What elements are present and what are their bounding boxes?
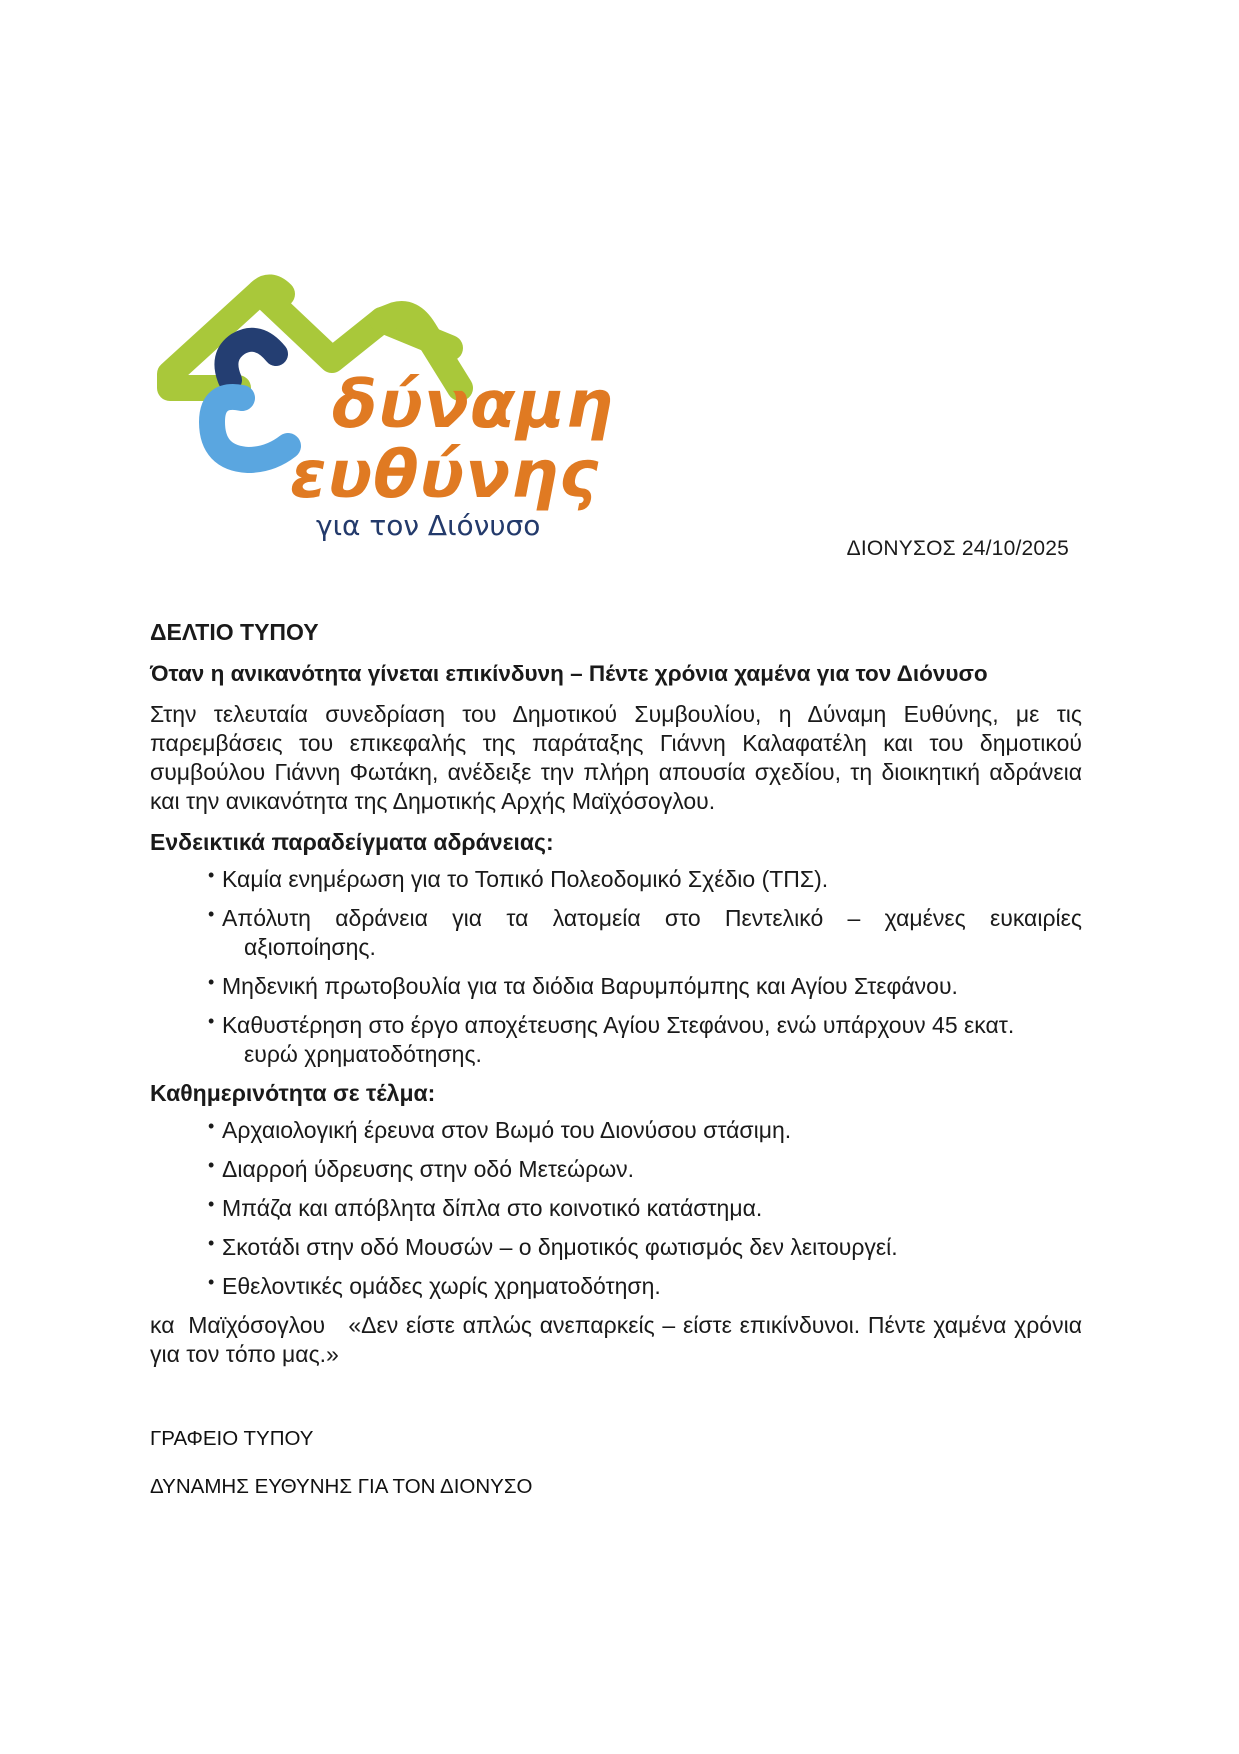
logo-tagline: για τον Διόνυσο	[316, 509, 541, 542]
closing-quote: «Δεν είστε απλώς ανεπαρκείς – είστε επικίνδυνοι. Πέντε χαμένα χρόνια για τον τόπο μας.»	[150, 1312, 1082, 1367]
intro-paragraph: Στην τελευταία συνεδρίαση του Δημοτικού Συμβουλίου, η Δύναμη Ευθύνης, με τις παρεμβάσεις του επικεφαλής της παράταξης Γιάννη Καλαφατέλη και του δημοτικού συμβούλου Γιάννη Φωτάκη, ανέδειξε την πλήρη απουσία σχεδίου, τη διοικητική αδράνεια και την ανικανότητα της Δημοτικής Αρχής Μαϊχόσογλου.	[150, 701, 1082, 814]
place-date: ΔΙΟΝΥΣΟΣ 24/10/2025	[846, 537, 1069, 560]
bullet-icon: •	[208, 1011, 215, 1031]
list-item	[208, 1011, 1082, 1069]
list-item-text-continued: αξιοποίησης.	[244, 934, 376, 960]
bullet-icon: •	[208, 865, 215, 885]
bullet-icon: •	[208, 1272, 215, 1292]
epsilon-dark-icon	[226, 340, 276, 380]
bullet-icon: •	[208, 1233, 215, 1253]
list-item-text: Αρχαιολογική έρευνα στον Βωμό του Διονύσου στάσιμη.	[222, 1117, 792, 1143]
bullet-icon: •	[208, 1116, 215, 1136]
press-office-label: ΓΡΑΦΕΙΟ ΤΥΠΟΥ	[150, 1427, 314, 1450]
list-item	[208, 972, 1082, 1001]
bullet-icon: •	[208, 972, 215, 992]
document-type-label: ΔΕΛΤΙΟ ΤΥΠΟΥ	[150, 619, 319, 645]
logo-word-dynami: δύναμη	[332, 366, 614, 443]
document-body	[150, 618, 1082, 1369]
list-item-text: Διαρροή ύδρευσης στην οδό Μετεώρων.	[222, 1156, 635, 1182]
section-heading-inaction: Ενδεικτικά παραδείγματα αδράνειας:	[150, 829, 554, 855]
daily-life-list	[150, 1116, 1082, 1301]
list-item-text: Καθυστέρηση στο έργο αποχέτευσης Αγίου Στεφάνου, ενώ υπάρχουν 45 εκατ.	[222, 1012, 1015, 1038]
closing-statement	[150, 1311, 1082, 1369]
list-item-text: Απόλυτη αδράνεια για τα λατομεία στο Πεντελικό – χαμένες ευκαιρίες	[222, 905, 1082, 931]
logo-word-efthynis: ευθύνης	[290, 436, 600, 513]
list-item-text: Καμία ενημέρωση για το Τοπικό Πολεοδομικό Σχέδιο (ΤΠΣ).	[222, 866, 829, 892]
list-item-text-continued: ευρώ χρηματοδότησης.	[244, 1041, 482, 1067]
signature-block	[150, 1426, 532, 1522]
list-item	[208, 1272, 1082, 1301]
list-item-text: Μπάζα και απόβλητα δίπλα στο κοινοτικό κατάστημα.	[222, 1195, 763, 1221]
section-heading-daily-life: Καθημερινότητα σε τέλμα:	[150, 1080, 436, 1106]
list-item-text: Μηδενική πρωτοβουλία για τα διόδια Βαρυμπόμπης και Αγίου Στεφάνου.	[222, 973, 958, 999]
organization-name: ΔΥΝΑΜΗΣ ΕΥΘΥΝΗΣ ΓΙΑ ΤΟΝ ΔΙΟΝΥΣΟ	[150, 1475, 533, 1498]
party-logo	[150, 270, 630, 550]
list-item	[208, 904, 1082, 962]
bullet-icon: •	[208, 1155, 215, 1175]
list-item	[208, 1155, 1082, 1184]
list-item-text: Εθελοντικές ομάδες χωρίς χρηματοδότηση.	[222, 1273, 661, 1299]
list-item	[208, 865, 1082, 894]
headline: Όταν η ανικανότητα γίνεται επικίνδυνη – Πέντε χρόνια χαμένα για τον Διόνυσο	[150, 661, 988, 686]
list-item	[208, 1194, 1082, 1223]
list-item-text: Σκοτάδι στην οδό Μουσών – ο δημοτικός φωτισμός δεν λειτουργεί.	[222, 1234, 898, 1260]
bullet-icon: •	[208, 1194, 215, 1214]
list-item	[208, 1116, 1082, 1145]
bullet-icon: •	[208, 904, 215, 924]
inaction-list	[150, 865, 1082, 1069]
closing-addressee: κα Μαϊχόσογλου	[150, 1312, 326, 1338]
list-item	[208, 1233, 1082, 1262]
epsilon-light-icon	[212, 397, 288, 460]
